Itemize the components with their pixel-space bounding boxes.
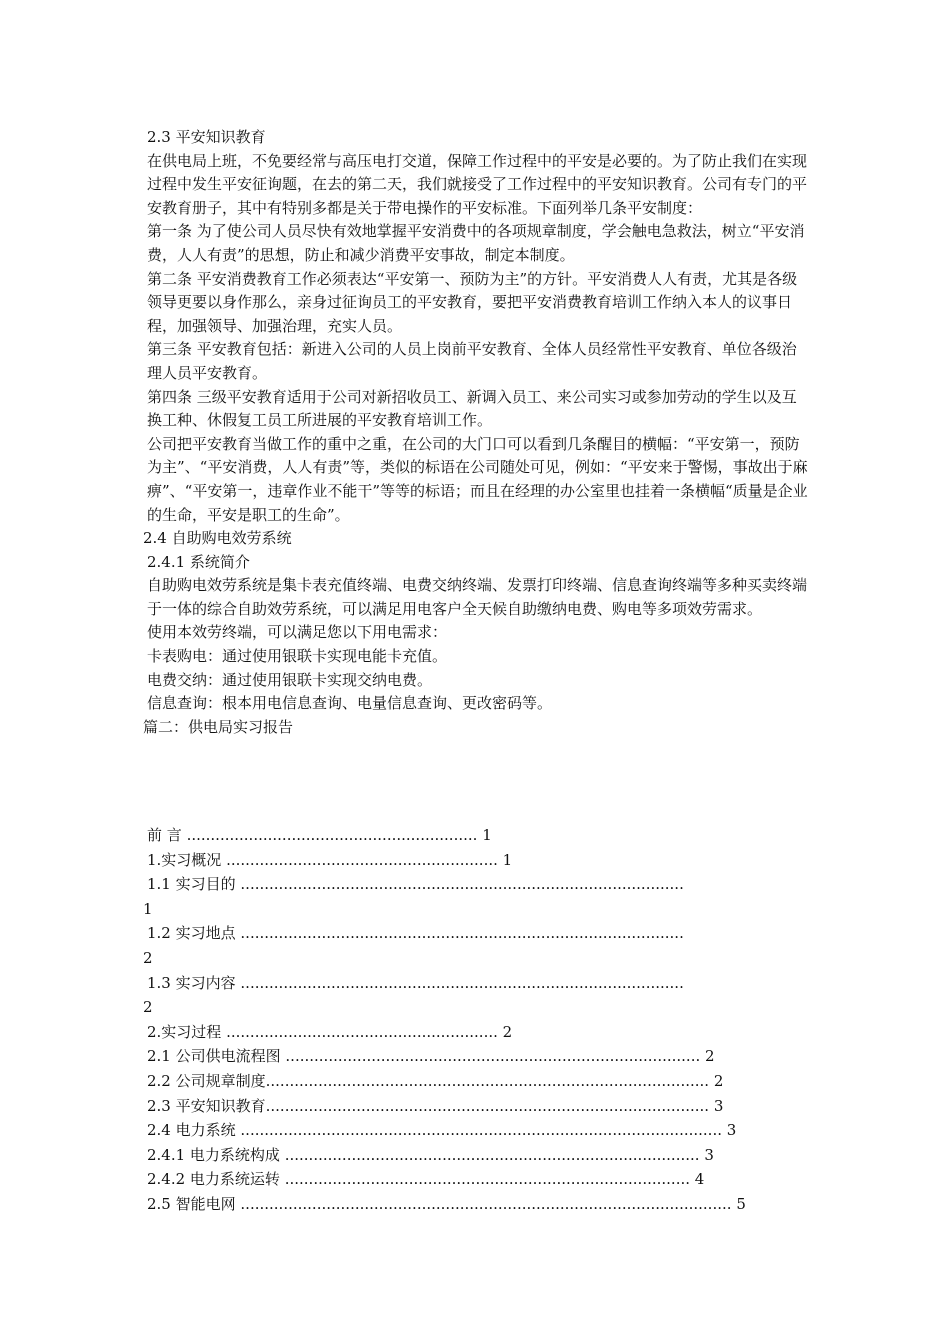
toc-label: 1.1 实习目的 xyxy=(147,875,236,894)
toc-row xyxy=(143,872,811,921)
toc-label: 1.实习概况 xyxy=(147,850,222,869)
article-1: 第一条 为了使公司人员尽快有效地掌握平安消费中的各项规章制度，学会触电急救法，树立“平安消费，人人有责”的思想，防止和减少消费平安事故，制定本制度。 xyxy=(147,222,805,264)
toc-label: 2.3 平安知识教育 xyxy=(147,1096,266,1115)
toc-leader: ......................................................... xyxy=(226,850,498,869)
list-item-bill-payment: 电费交纳：通过使用银联卡实现交纳电费。 xyxy=(147,670,433,689)
toc-page: 1 xyxy=(502,850,513,869)
toc-page: 2 xyxy=(705,1047,715,1066)
table-of-contents xyxy=(143,823,811,1217)
toc-row xyxy=(143,848,811,873)
toc-page: 1 xyxy=(143,899,153,918)
toc-row xyxy=(143,1192,811,1217)
section-heading-2-4: 2.4 自助购电效劳系统 xyxy=(143,529,292,548)
toc-row xyxy=(143,1167,811,1192)
toc-label: 2.4.2 电力系统运转 xyxy=(147,1170,280,1189)
toc-leader: ....................................................................................... xyxy=(285,1047,701,1066)
paragraph-safety-slogans: 公司把平安教育当做工作的重中之重，在公司的大门口可以看到几条醒目的横幅：“平安第一，预防为主”、“平安消费，人人有责”等，类似的标语在公司随处可见，例如：“平安来于警惕，事故出于麻痹”、“平安第一，违章作业不能干”等等的标语；而且在经理的办公室里也挂着一条横幅“质量是企业的生命，平安是职工的生命”。 xyxy=(147,434,808,524)
toc-leader: ..................................................................................... xyxy=(284,1170,691,1189)
body-text xyxy=(143,126,811,739)
toc-page: 2 xyxy=(143,948,153,967)
toc-page: 3 xyxy=(713,1096,724,1115)
toc-page: 4 xyxy=(694,1170,705,1189)
article-4: 第四条 三级平安教育适用于公司对新招收员工、新调入员工、来公司实习或参加劳动的学生以及互换工种、休假复工员工所进展的平安教育培训工作。 xyxy=(147,387,797,430)
toc-leader: ............................................................................................. xyxy=(240,924,684,943)
toc-row xyxy=(143,1020,811,1045)
toc-row xyxy=(143,1118,811,1143)
article-2: 第二条 平安消费教育工作必须表达“平安第一、预防为主”的方针。平安消费人人有责，尤其是各级领导更要以身作那么，亲身过征询员工的平安教育，要把平安消费教育培训工作纳入本人的议事日程，加强领导、加强治理，充实人员。 xyxy=(147,269,798,335)
toc-leader: ............................................................................................. xyxy=(240,973,684,992)
toc-row xyxy=(143,1069,811,1094)
toc-label: 2.5 智能电网 xyxy=(147,1194,236,1213)
toc-leader: ....................................................................................................... xyxy=(240,1194,732,1213)
toc-page: 2 xyxy=(143,998,153,1017)
paragraph-system-intro: 自助购电效劳系统是集卡表充值终端、电费交纳终端、发票打印终端、信息查询终端等多种买卖终端于一体的综合自助效劳系统，可以满足用电客户全天候自助缴纳电费、购电等多项效劳需求。 xyxy=(147,576,808,618)
toc-label: 前 言 xyxy=(147,826,182,844)
part-2-title: 篇二：供电局实习报告 xyxy=(143,717,294,736)
list-item-card-purchase: 卡表购电：通过使用银联卡实现电能卡充值。 xyxy=(147,647,448,666)
toc-leader: ......................................................... xyxy=(226,1022,498,1041)
paragraph-safety-intro: 在供电局上班，不免要经常与高压电打交道，保障工作过程中的平安是必要的。为了防止我们在实现过程中发生平安征询题，在去的第二天，我们就接受了工作过程中的平安知识教育。公司有专门的平安教育册子，其中有特别多都是关于带电操作的平安标准。下面列举几条平安制度： xyxy=(147,151,808,217)
toc-page: 1 xyxy=(482,826,492,844)
toc-label: 1.2 实习地点 xyxy=(147,924,236,943)
toc-leader: ............................................................. xyxy=(186,826,478,844)
toc-row xyxy=(143,1143,811,1168)
toc-label: 1.3 实习内容 xyxy=(147,973,236,992)
toc-leader: ............................................................................................. xyxy=(265,1096,710,1115)
toc-page: 3 xyxy=(704,1145,714,1164)
toc-row xyxy=(143,971,811,1020)
article-3: 第三条 平安教育包括：新进入公司的人员上岗前平安教育、全体人员经常性平安教育、单位各级治理人员平安教育。 xyxy=(147,340,797,382)
list-item-info-query: 信息查询：根本用电信息查询、电量信息查询、更改密码等。 xyxy=(147,694,553,713)
toc-label: 2.实习过程 xyxy=(147,1022,222,1041)
toc-page: 2 xyxy=(713,1071,724,1090)
toc-row xyxy=(143,921,811,970)
toc-leader: ..................................................................................................... xyxy=(240,1121,722,1140)
toc-label: 2.1 公司供电流程图 xyxy=(147,1047,281,1066)
section-heading-2-3: 2.3 平安知识教育 xyxy=(147,128,266,146)
toc-label: 2.4 电力系统 xyxy=(147,1121,236,1140)
toc-leader: ............................................................................................. xyxy=(265,1071,710,1090)
toc-leader: ....................................................................................... xyxy=(284,1145,700,1164)
toc-label: 2.2 公司规章制度 xyxy=(147,1071,266,1090)
paragraph-needs-intro: 使用本效劳终端，可以满足您以下用电需求： xyxy=(147,623,448,642)
toc-leader: ............................................................................................. xyxy=(240,875,684,894)
toc-row xyxy=(143,1094,811,1119)
subsection-heading-2-4-1: 2.4.1 系统简介 xyxy=(147,552,250,571)
toc-row xyxy=(143,823,811,848)
toc-page: 2 xyxy=(502,1022,513,1041)
toc-page: 5 xyxy=(736,1194,746,1213)
toc-row xyxy=(143,1044,811,1069)
toc-label: 2.4.1 电力系统构成 xyxy=(147,1145,280,1164)
toc-page: 3 xyxy=(726,1121,737,1140)
